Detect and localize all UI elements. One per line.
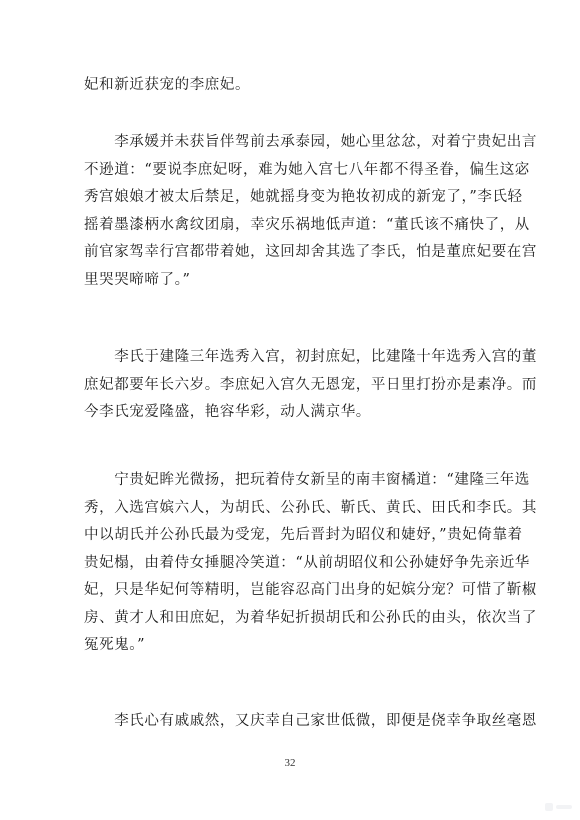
text-line: 摇着墨漆柄水禽纹团扇，幸灾乐祸地低声道：“董氏该不痛快了，从 — [84, 216, 530, 233]
paragraph-2 — [84, 129, 537, 294]
text-line: 妃和新近获宠的李庶妃。 — [84, 77, 251, 93]
text-line: 今李氏宠爱隆盛，艳容华彩，动人满京华。 — [84, 404, 371, 420]
text-line: 贵妃榻，由着侍女捶腿冷笑道：“从前胡昭仪和公孙婕妤争先亲近华 — [84, 554, 530, 571]
text-line: 李氏心有戚戚然，又庆幸自己家世低微，即便是侥幸争取丝毫恩 — [84, 713, 537, 729]
page-number: 32 — [284, 757, 296, 769]
paragraph-3 — [84, 344, 537, 427]
text-line: 庶妃都要年长六岁。李庶妃入宫久无恩宠，平日里打扮亦是素净。而 — [84, 376, 537, 393]
watermark-logo — [544, 800, 574, 814]
text-line: 宁贵妃眸光微扬，把玩着侍女新呈的南丰窗橘道：“建隆三年选 — [84, 472, 530, 488]
text-line: 秀宫娘娘才被太后禁足，她就摇身变为艳妆初成的新宠了，”李氏轻 — [84, 189, 523, 205]
text-line: 里哭哭啼啼了。” — [84, 271, 191, 288]
text-line: 秀，入选宫嫔六人，为胡氏、公孙氏、靳氏、黄氏、田氏和李氏。其 — [84, 499, 537, 516]
text-line: 中以胡氏并公孙氏最为受宠，先后晋封为昭仪和婕妤，”贵妃倚靠着 — [84, 527, 523, 543]
paragraph-4 — [84, 467, 537, 660]
text-line: 不逊道：“要说李庶妃呀，难为她入宫七八年都不得圣眷，偏生这宓 — [84, 161, 530, 178]
text-line: 李承媛并未获旨伴驾前去承泰园，她心里忿忿，对着宁贵妃出言 — [84, 134, 537, 150]
text-line: 妃，只是华妃何等精明，岂能容忍高门出身的妃嫔分宠？可惜了靳椒 — [84, 582, 537, 598]
paragraph-5 — [84, 708, 537, 736]
text-line: 冤死鬼。” — [84, 637, 146, 653]
text-line: 前官家驾幸行宫都带着她，这回却舍其选了李氏，怕是董庶妃要在宫 — [84, 244, 537, 260]
text-line: 房、黄才人和田庶妃，为着华妃折损胡氏和公孙氏的由头，依次当了 — [84, 609, 537, 626]
paragraph-1 — [84, 72, 500, 100]
text-line: 李氏于建隆三年选秀入宫，初封庶妃，比建隆十年选秀入宫的董 — [84, 349, 537, 365]
